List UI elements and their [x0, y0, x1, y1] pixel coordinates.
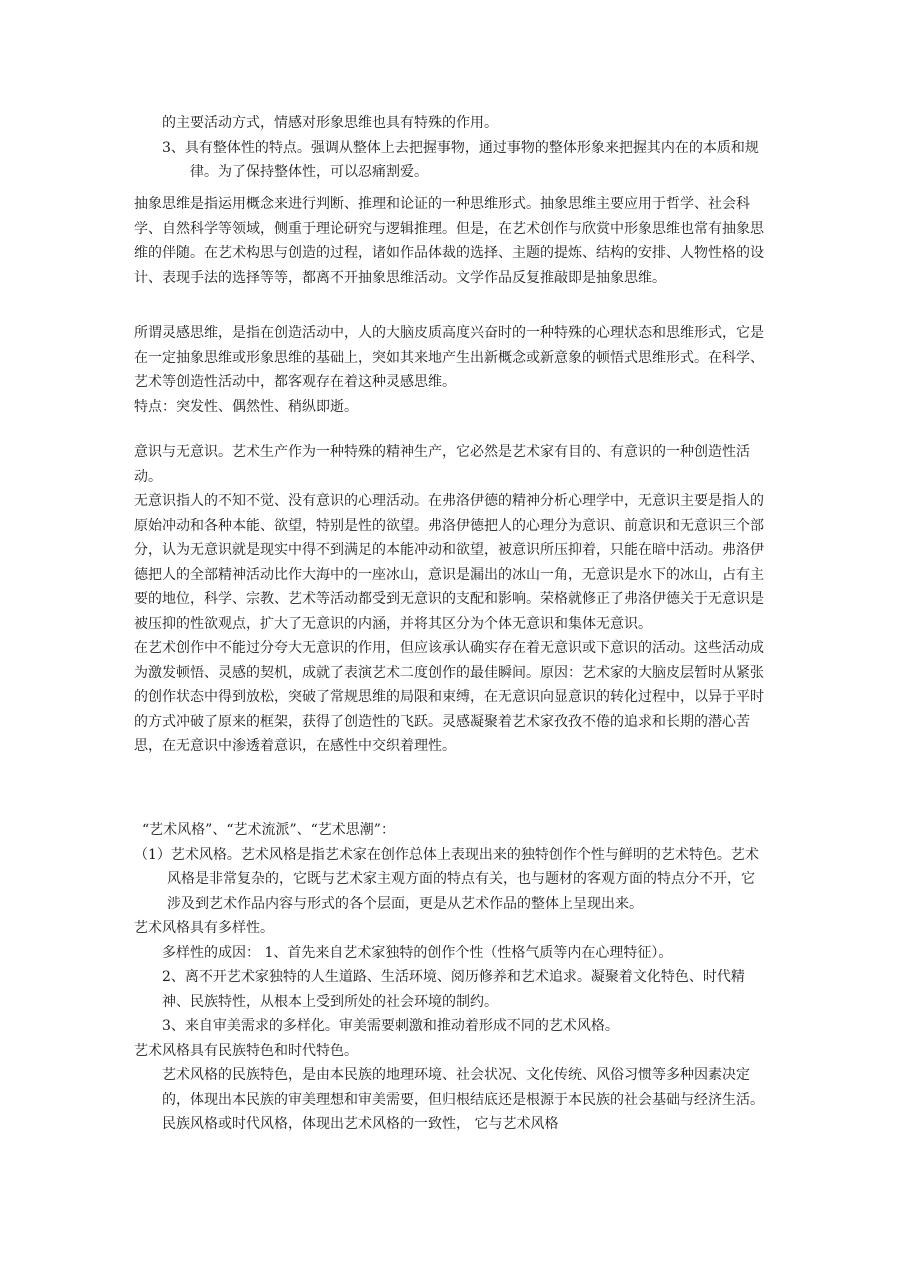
paragraph: 特点：突发性、偶然性、稍纵即逝。	[134, 398, 358, 415]
art-style-section	[134, 818, 766, 1137]
paragraph: 无意识指人的不知不觉、没有意识的心理活动。在弗洛伊德的精神分析心理学中，无意识主要是指人的原始冲动和各种本能、欲望，特别是性的欲望。弗洛伊德把人的心理分为意识、前意识和无意识三个部分，认为无意识就是现实中得不到满足的本能冲动和欲望，被意识所压抑着，只能在暗中活动。弗洛伊德把人的全部精神活动比作大海中的一座冰山，意识是漏出的冰山一角，无意识是水下的冰山，占有主要的地位，科学、宗教、艺术等活动都受到无意识的支配和影响。荣格就修正了弗洛伊德关于无意识是被压抑的性欲观点，扩大了无意识的内涵，并将其区分为个体无意识和集体无意识。	[134, 493, 764, 632]
paragraph: 所谓灵感思维，是指在创造活动中，人的大脑皮质高度兴奋时的一种特殊的心理状态和思维形式，它是在一定抽象思维或形象思维的基础上，突如其来地产生出新概念或新意象的顿悟式思维形式。在科学、艺术等创造性活动中，都客观存在着这种灵感思维。	[134, 325, 764, 390]
list-item: 多样性的成因： 1、首先来自艺术家独特的创作个性（性格气质等内在心理特征）。	[162, 944, 673, 961]
paragraph: 在艺术创作中不能过分夸大无意识的作用，但应该承认确实存在着无意识或下意识的活动。这些活动成为激发顿悟、灵感的契机，成就了表演艺术二度创作的最佳瞬间。原因：艺术家的大脑皮层暂时从紧张的创作状态中得到放松，突破了常规思维的局限和束缚，在无意识向显意识的转化过程中，以异于平时的方式冲破了原来的框架，获得了创造性的飞跃。灵感凝聚着艺术家孜孜不倦的追求和长期的潜心苦思，在无意识中渗透着意识，在感性中交织着理性。	[134, 640, 764, 754]
section-continuation	[162, 111, 766, 185]
consciousness-section	[134, 440, 766, 759]
inspiration-paragraph	[134, 321, 766, 419]
paragraph: 艺术风格的民族特色，是由本民族的地理环境、社会状况、文化传统、风俗习惯等多种因素决定的，体现出本民族的审美理想和审美需要，但归根结底还是根源于本民族的社会基础与经济生活。民族风格或时代风格，体现出艺术风格的一致性， 它与艺术风格	[162, 1067, 764, 1132]
list-item: （1）艺术风格。艺术风格是指艺术家在创作总体上表现出来的独特创作个性与鲜明的艺术特色。艺术风格是非常复杂的，它既与艺术家主观方面的特点有关，也与题材的客观方面的特点分不开，它涉及到艺术作品内容与形式的各个层面，更是从艺术作品的整体上呈现出来。	[134, 846, 759, 912]
subheading: 艺术风格具有民族特色和时代特色。	[134, 1042, 358, 1059]
list-item: 3、具有整体性的特点。强调从整体上去把握事物，通过事物的整体形象来把握其内在的本质和规律。为了保持整体性，可以忍痛割爱。	[162, 139, 759, 180]
subheading: 艺术风格具有多样性。	[134, 920, 274, 936]
paragraph: 的主要活动方式，情感对形象思维也具有特殊的作用。	[162, 115, 498, 131]
section-heading: “艺术风格”、“艺术流派”、“艺术思潮”：	[142, 822, 395, 838]
paragraph: 意识与无意识。艺术生产作为一种特殊的精神生产，它必然是艺术家有目的、有意识的一种创造性活动。	[134, 444, 750, 485]
abstract-thinking-paragraph	[134, 192, 766, 290]
list-item: 3、来自审美需求的多样化。审美需要刺激和推动着形成不同的艺术风格。	[162, 1018, 619, 1034]
list-item: 2、离不开艺术家独特的人生道路、生活环境、阅历修养和艺术追求。凝聚着文化特色、时代精神、民族特性，从根本上受到所处的社会环境的制约。	[162, 969, 745, 1010]
paragraph: 抽象思维是指运用概念来进行判断、推理和论证的一种思维形式。抽象思维主要应用于哲学、社会科学、自然科学等领域，侧重于理论研究与逻辑推理。但是，在艺术创作与欣赏中形象思维也常有抽象思维的伴随。在艺术构思与创造的过程，诸如作品体裁的选择、主题的提炼、结构的安排、人物性格的设计、表现手法的选择等等，都离不开抽象思维活动。文学作品反复推敲即是抽象思维。	[134, 196, 764, 286]
